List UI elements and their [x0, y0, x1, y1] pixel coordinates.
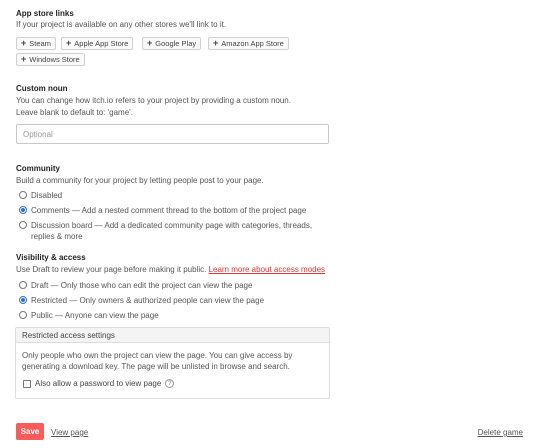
- custom-noun-default-hint: Leave blank to default to: 'game'.: [16, 108, 133, 117]
- community-option-label: Disabled: [31, 191, 63, 200]
- visibility-title: Visibility & access: [16, 253, 86, 262]
- add-windows-store-button[interactable]: [16, 53, 85, 66]
- plus-icon: +: [21, 38, 27, 48]
- radio-button[interactable]: [19, 281, 27, 289]
- restricted-settings-description: Only people who own the project can view the page. You can give access by generating a download key. The page will be unlisted in browse and search.: [22, 351, 293, 371]
- visibility-option-label: Public — Anyone can view the page: [31, 311, 159, 320]
- custom-noun-input[interactable]: [16, 124, 329, 144]
- radio-button[interactable]: [19, 296, 27, 304]
- community-description: Build a community for your project by letting people post to your page.: [16, 176, 264, 185]
- visibility-option-restricted[interactable]: [19, 295, 264, 306]
- password-option[interactable]: [23, 379, 174, 388]
- access-modes-link[interactable]: Learn more about access modes: [208, 265, 326, 274]
- restricted-settings-header: Restricted access settings: [16, 328, 329, 343]
- radio-button[interactable]: [19, 206, 27, 214]
- add-google-play-button[interactable]: [142, 37, 201, 50]
- visibility-option-label: Draft — Only those who can edit the project can view the page: [31, 281, 253, 290]
- plus-icon: +: [147, 38, 153, 48]
- add-steam-button[interactable]: [16, 37, 56, 50]
- radio-button[interactable]: [19, 311, 27, 319]
- app-store-description: If your project is available on any other stores we'll link to it.: [16, 20, 227, 29]
- add-steam-label: Steam: [29, 39, 51, 48]
- visibility-option-public[interactable]: [19, 310, 159, 321]
- add-windows-store-label: Windows Store: [29, 55, 80, 64]
- community-option-comments[interactable]: [19, 205, 306, 216]
- app-store-title: App store links: [16, 9, 74, 18]
- add-google-play-label: Google Play: [155, 39, 197, 48]
- community-option-label: Comments — Add a nested comment thread to the bottom of the project page: [31, 206, 307, 215]
- plus-icon: +: [66, 38, 72, 48]
- add-apple-app-store-label: Apple App Store: [74, 39, 129, 48]
- visibility-description: [16, 264, 325, 276]
- add-amazon-app-store-label: Amazon App Store: [221, 39, 284, 48]
- community-title: Community: [16, 164, 60, 173]
- add-apple-app-store-button[interactable]: [61, 37, 133, 50]
- help-icon[interactable]: ?: [165, 379, 174, 388]
- community-option-label: Discussion board — Add a dedicated community page with categories, threads, replies & more: [31, 221, 313, 241]
- visibility-option-draft[interactable]: [19, 280, 252, 291]
- community-option-discussion-board[interactable]: [19, 220, 319, 242]
- community-option-disabled[interactable]: [19, 190, 62, 201]
- visibility-description-text: Use Draft to review your page before making it public.: [16, 265, 207, 274]
- add-amazon-app-store-button[interactable]: [208, 37, 289, 50]
- plus-icon: +: [21, 54, 27, 64]
- visibility-option-label: Restricted — Only owners & authorized people can view the page: [31, 296, 265, 305]
- password-checkbox[interactable]: [23, 380, 31, 388]
- restricted-settings-panel: [15, 327, 330, 399]
- password-option-label: Also allow a password to view page: [35, 379, 162, 388]
- save-button[interactable]: Save: [16, 423, 44, 440]
- plus-icon: +: [213, 38, 219, 48]
- view-page-link[interactable]: View page: [51, 428, 89, 437]
- radio-button[interactable]: [19, 191, 27, 199]
- custom-noun-description: You can change how itch.io refers to your project by providing a custom noun.: [16, 96, 291, 105]
- delete-game-link[interactable]: Delete game: [477, 428, 523, 437]
- custom-noun-title: Custom noun: [16, 84, 68, 93]
- radio-button[interactable]: [19, 221, 27, 229]
